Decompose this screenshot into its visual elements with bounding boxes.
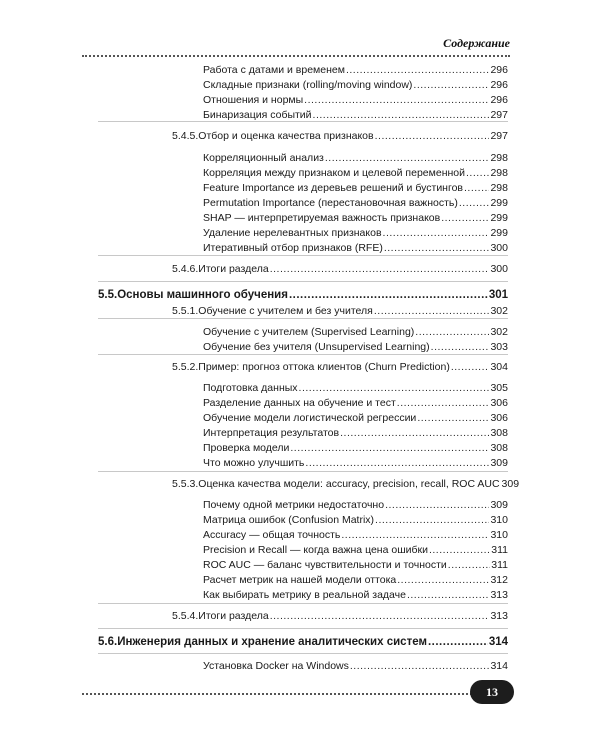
toc-entry[interactable] <box>203 456 508 471</box>
toc-entry-page: 298 <box>490 152 508 164</box>
toc-entry-title: Разделение данных на обучение и тест <box>203 397 396 409</box>
toc-entry-title: ROC AUC — баланс чувствительности и точности <box>203 559 447 571</box>
toc-entry[interactable] <box>172 477 520 492</box>
toc-entry[interactable] <box>172 609 508 624</box>
toc-entry-page: 299 <box>490 212 508 224</box>
toc-entry[interactable] <box>172 360 508 375</box>
toc-entry[interactable] <box>98 288 508 303</box>
toc-entry-page: 314 <box>488 636 508 648</box>
toc-entry-page: 309 <box>501 478 520 490</box>
dot-leader <box>375 513 489 528</box>
toc-entry-page: 310 <box>490 529 508 541</box>
dot-leader <box>299 381 490 396</box>
toc-entry-title: Корреляция между признаком и целевой переменной <box>203 167 465 179</box>
toc-entry-title: Корреляционный анализ <box>203 152 324 164</box>
dot-leader <box>270 262 490 277</box>
toc-entry-title: Проверка модели <box>203 442 290 454</box>
toc-entry-title: Как выбирать метрику в реальной задаче <box>203 589 406 601</box>
toc-entry-number: 5.5.1. <box>172 305 199 317</box>
toc-entry-title: Расчет метрик на нашей модели оттока <box>203 574 397 586</box>
dot-leader <box>350 659 490 674</box>
toc-entry-title: Складные признаки (rolling/moving window) <box>203 79 413 91</box>
toc-entry-title: Подготовка данных <box>203 382 298 394</box>
dot-leader <box>429 543 490 558</box>
section-separator <box>98 653 508 654</box>
toc-entry-title: Матрица ошибок (Confusion Matrix) <box>203 514 375 526</box>
toc-entry-page: 306 <box>490 412 508 424</box>
toc-entry[interactable] <box>203 426 508 441</box>
dot-leader <box>385 498 489 513</box>
dot-leader <box>397 396 490 411</box>
toc-entry-title: Основы машинного обучения <box>117 289 288 301</box>
dot-leader <box>346 63 490 78</box>
toc-entry-title: Бинаризация событий <box>203 109 312 121</box>
toc-entry-page: 305 <box>490 382 508 394</box>
toc-entry[interactable] <box>203 396 508 411</box>
toc-entry[interactable] <box>172 304 508 319</box>
toc-entry-page: 312 <box>490 574 508 586</box>
dot-leader <box>289 288 488 303</box>
toc-entry-page: 296 <box>490 94 508 106</box>
toc-entry-page: 301 <box>488 289 508 301</box>
toc-entry-title: Установка Docker на Windows <box>203 660 349 672</box>
dot-leader <box>428 635 488 650</box>
toc-entry[interactable] <box>203 543 508 558</box>
toc-entry[interactable] <box>203 588 508 603</box>
dot-leader <box>441 211 489 226</box>
dot-leader <box>448 558 490 573</box>
toc-entry-page: 306 <box>490 397 508 409</box>
toc-entry[interactable] <box>203 241 508 256</box>
dot-leader <box>341 528 489 543</box>
toc-entry[interactable] <box>203 528 508 543</box>
toc-entry[interactable] <box>203 196 508 211</box>
header-dotted-rule <box>82 55 510 57</box>
toc-entry[interactable] <box>203 211 508 226</box>
toc-entry[interactable] <box>203 325 508 340</box>
toc-entry-page: 313 <box>490 610 508 622</box>
toc-entry-title: Обучение с учителем (Supervised Learning) <box>203 326 415 338</box>
toc-entry-title: Интерпретация результатов <box>203 427 340 439</box>
toc-entry-title: Обучение без учителя (Unsupervised Learning) <box>203 341 430 353</box>
toc-entry-title: Итеративный отбор признаков (RFE) <box>203 242 383 254</box>
dot-leader <box>407 588 490 603</box>
toc-entry-page: 309 <box>490 457 508 469</box>
page-header-title: Содержание <box>443 36 510 50</box>
dot-leader <box>417 411 489 426</box>
dot-leader <box>325 151 490 166</box>
dot-leader <box>384 241 490 256</box>
toc-entry-page: 304 <box>490 361 508 373</box>
dot-leader <box>459 196 490 211</box>
toc-entry-title: Permutation Importance (перестановочная важность) <box>203 197 458 209</box>
toc-entry-number: 5.5. <box>98 289 118 301</box>
section-separator <box>98 255 508 256</box>
toc-entry-page: 299 <box>490 197 508 209</box>
toc-entry-title: Отношения и нормы <box>203 94 304 106</box>
toc-entry-title: Пример: прогноз оттока клиентов (Churn Prediction) <box>198 361 450 373</box>
toc-entry[interactable] <box>203 411 508 426</box>
toc-entry-page: 309 <box>490 499 508 511</box>
toc-entry-title: Обучение модели логистической регрессии <box>203 412 417 424</box>
dot-leader <box>413 78 489 93</box>
section-separator <box>98 471 508 472</box>
dot-leader <box>290 441 489 456</box>
toc-entry[interactable] <box>203 498 508 513</box>
toc-entry-title: Обучение с учителем и без учителя <box>198 305 373 317</box>
toc-entry[interactable] <box>203 573 508 588</box>
toc-entry-page: 311 <box>491 559 508 571</box>
toc-entry[interactable] <box>203 659 508 674</box>
toc-entry-page: 314 <box>490 660 508 672</box>
toc-entry[interactable] <box>203 166 508 181</box>
toc-entry-number: 5.4.6. <box>172 263 199 275</box>
toc-entry[interactable] <box>172 129 508 144</box>
toc-entry-page: 297 <box>490 130 508 142</box>
toc-entry-title: Accuracy — общая точность <box>203 529 341 541</box>
toc-entry-title: SHAP — интерпретируемая важность признаков <box>203 212 441 224</box>
toc-entry-title: Почему одной метрики недостаточно <box>203 499 385 511</box>
section-separator <box>98 354 508 355</box>
toc-entry-page: 310 <box>490 514 508 526</box>
dot-leader <box>374 304 490 319</box>
toc-entry-title: Оценка качества модели: accuracy, precision, recall, ROC AUC <box>198 478 500 490</box>
toc-entry[interactable] <box>203 340 508 355</box>
toc-entry-page: 302 <box>490 305 508 317</box>
dot-leader <box>270 609 490 624</box>
toc-entry-number: 5.5.3. <box>172 478 199 490</box>
toc-entry-number: 5.6. <box>98 636 118 648</box>
toc-entry-page: 313 <box>490 589 508 601</box>
toc-entry[interactable] <box>203 63 508 78</box>
toc-entry[interactable] <box>203 93 508 108</box>
toc-entry[interactable] <box>203 558 508 573</box>
toc-entry[interactable] <box>203 151 508 166</box>
section-separator <box>98 281 508 282</box>
toc-entry-page: 299 <box>490 227 508 239</box>
dot-leader <box>431 340 490 355</box>
dot-leader <box>375 129 490 144</box>
toc-entry-title: Удаление нерелевантных признаков <box>203 227 382 239</box>
toc-entry-title: Итоги раздела <box>198 610 269 622</box>
toc-entry-page: 300 <box>490 263 508 275</box>
toc-entry[interactable] <box>203 78 508 93</box>
toc-entry-title: Что можно улучшить <box>203 457 305 469</box>
section-separator <box>98 318 508 319</box>
toc-entry-title: Отбор и оценка качества признаков <box>198 130 374 142</box>
toc-entry-page: 297 <box>490 109 508 121</box>
dot-leader <box>305 456 489 471</box>
toc-entry[interactable] <box>203 513 508 528</box>
toc-entry-page: 300 <box>490 242 508 254</box>
section-separator <box>98 603 508 604</box>
toc-entry[interactable] <box>203 226 508 241</box>
dot-leader <box>464 181 489 196</box>
toc-entry-number: 5.5.2. <box>172 361 199 373</box>
toc-entry-page: 302 <box>490 326 508 338</box>
toc-entry-number: 5.5.4. <box>172 610 199 622</box>
toc-entry-title: Feature Importance из деревьев решений и бустингов <box>203 182 463 194</box>
toc-entry-page: 296 <box>490 79 508 91</box>
toc-entry-title: Инженерия данных и хранение аналитических систем <box>117 636 427 648</box>
toc-entry-title: Precision и Recall — когда важна цена ошибки <box>203 544 428 556</box>
dot-leader <box>304 93 489 108</box>
toc-entry[interactable] <box>203 381 508 396</box>
toc-entry[interactable] <box>203 441 508 456</box>
dot-leader <box>466 166 489 181</box>
dot-leader <box>397 573 489 588</box>
toc-entry-page: 311 <box>491 544 508 556</box>
dot-leader <box>383 226 490 241</box>
section-separator <box>98 121 508 122</box>
toc-entry-page: 298 <box>490 167 508 179</box>
toc-entry-title: Работа с датами и временем <box>203 64 345 76</box>
toc-entry[interactable] <box>98 635 508 650</box>
toc-entry-number: 5.4.5. <box>172 130 199 142</box>
dot-leader <box>340 426 489 441</box>
toc-entry[interactable] <box>203 181 508 196</box>
footer-dotted-rule <box>82 693 480 695</box>
toc-entry-title: Итоги раздела <box>198 263 269 275</box>
toc-entry-page: 296 <box>490 64 508 76</box>
dot-leader <box>451 360 490 375</box>
toc-entry-page: 308 <box>490 427 508 439</box>
section-separator <box>98 628 508 629</box>
toc-entry[interactable] <box>172 262 508 277</box>
toc-entry-page: 298 <box>490 182 508 194</box>
page-number-badge: 13 <box>470 680 514 704</box>
toc-entry-page: 303 <box>490 341 508 353</box>
toc-entry-page: 308 <box>490 442 508 454</box>
dot-leader <box>415 325 489 340</box>
